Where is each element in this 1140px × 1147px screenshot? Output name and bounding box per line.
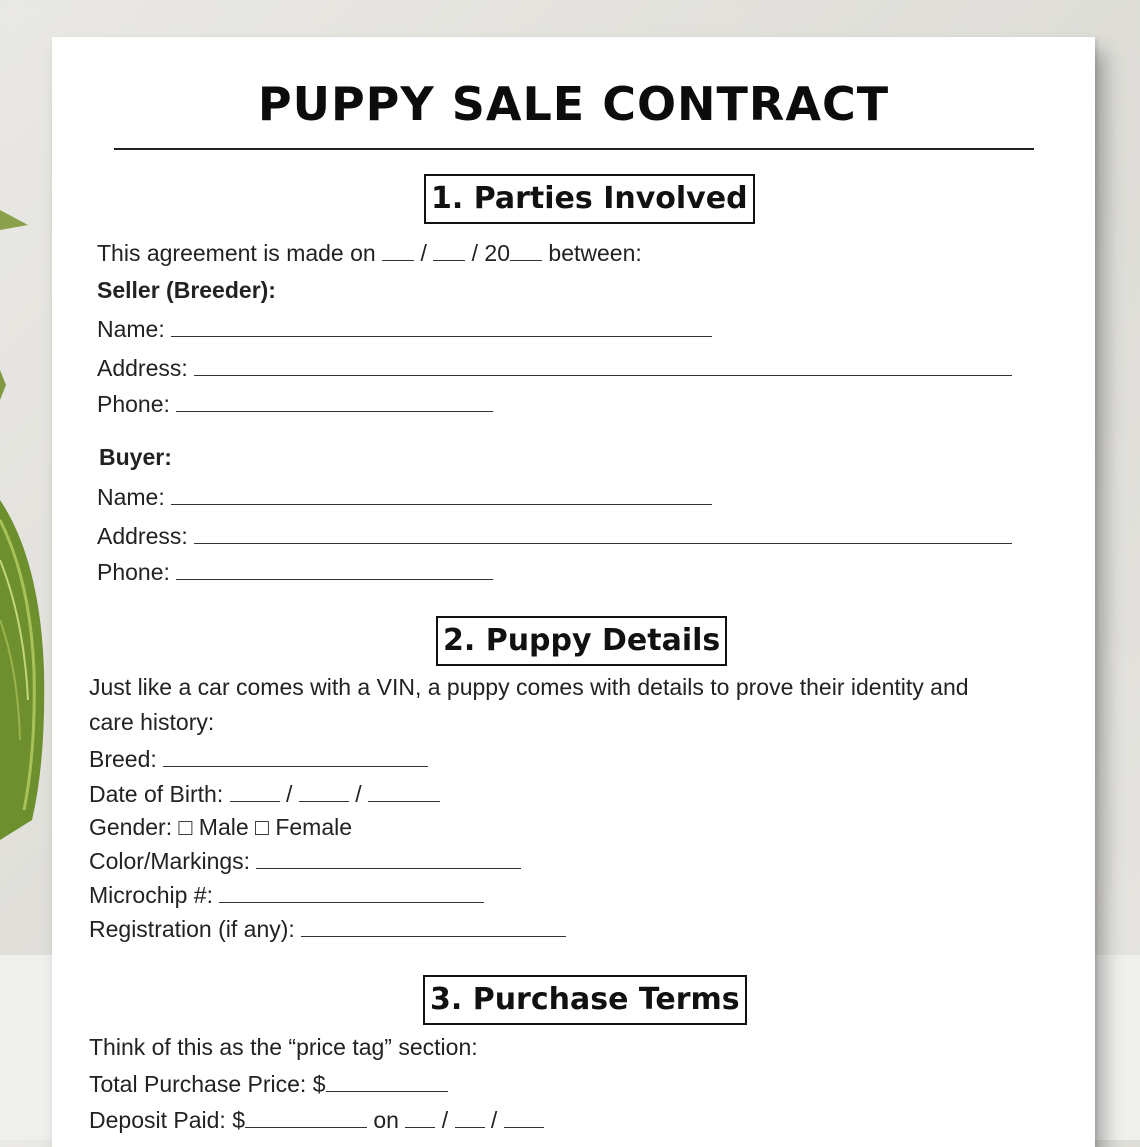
- section2-heading: 2. Puppy Details: [436, 616, 727, 666]
- buyer-phone-label: Phone:: [97, 559, 170, 585]
- breed-line: [89, 744, 428, 773]
- registration-label: Registration (if any):: [89, 916, 295, 942]
- seller-address-line: [97, 353, 1012, 382]
- deposit-on-text: on: [373, 1107, 399, 1133]
- microchip-label: Microchip #:: [89, 882, 213, 908]
- seller-name-line: [97, 314, 712, 343]
- puppy-intro-line2: care history:: [89, 709, 215, 735]
- gender-label: Gender:: [89, 814, 173, 840]
- deposit-amount-field[interactable]: [245, 1105, 367, 1128]
- date-separator: /: [420, 240, 427, 266]
- puppy-intro-line1: Just like a car comes with a VIN, a puppy comes with details to prove their identity and: [89, 674, 969, 700]
- dob-year-field[interactable]: [368, 779, 440, 802]
- seller-phone-label: Phone:: [97, 391, 170, 417]
- agreement-month-field[interactable]: [382, 238, 414, 261]
- buyer-phone-line: [97, 557, 493, 586]
- seller-phone-line: [97, 389, 493, 418]
- deposit-label: Deposit Paid: $: [89, 1107, 245, 1133]
- seller-name-field[interactable]: [171, 314, 712, 337]
- agreement-between-text: between:: [548, 240, 642, 266]
- agreement-date-line: [97, 238, 642, 267]
- color-label: Color/Markings:: [89, 848, 251, 874]
- buyer-address-label: Address:: [97, 523, 188, 549]
- deposit-separator-2: /: [490, 1107, 498, 1133]
- title-divider: [114, 148, 1034, 150]
- dob-line: [89, 779, 440, 808]
- color-field[interactable]: [256, 846, 521, 869]
- seller-address-label: Address:: [97, 355, 188, 381]
- seller-address-field[interactable]: [194, 353, 1012, 376]
- dob-label: Date of Birth:: [89, 781, 224, 807]
- deposit-separator-1: /: [441, 1107, 449, 1133]
- buyer-name-line: [97, 482, 712, 511]
- deposit-year-field[interactable]: [504, 1105, 544, 1128]
- dob-separator-2: /: [355, 781, 362, 807]
- deposit-month-field[interactable]: [405, 1105, 435, 1128]
- buyer-label: Buyer:: [99, 444, 172, 470]
- dob-day-field[interactable]: [299, 779, 349, 802]
- deposit-line: [89, 1105, 544, 1134]
- breed-label: Breed:: [89, 746, 157, 772]
- microchip-field[interactable]: [219, 880, 484, 903]
- deposit-day-field[interactable]: [455, 1105, 485, 1128]
- total-price-field[interactable]: [326, 1069, 448, 1092]
- dob-separator-1: /: [286, 781, 293, 807]
- section3-heading: 3. Purchase Terms: [423, 975, 747, 1025]
- seller-name-label: Name:: [97, 316, 165, 342]
- breed-field[interactable]: [163, 744, 428, 767]
- buyer-name-label: Name:: [97, 484, 165, 510]
- buyer-address-field[interactable]: [194, 521, 1012, 544]
- color-line: [89, 846, 521, 875]
- buyer-address-line: [97, 521, 1012, 550]
- total-price-label: Total Purchase Price: $: [89, 1071, 326, 1097]
- agreement-day-field[interactable]: [433, 238, 465, 261]
- buyer-name-field[interactable]: [171, 482, 712, 505]
- date-year-prefix: / 20: [471, 240, 511, 266]
- dob-month-field[interactable]: [230, 779, 280, 802]
- agreement-year-field[interactable]: [510, 238, 542, 261]
- section1-heading: 1. Parties Involved: [424, 174, 755, 224]
- buyer-phone-field[interactable]: [176, 557, 493, 580]
- gender-female-checkbox[interactable]: □ Female: [255, 814, 353, 840]
- seller-phone-field[interactable]: [176, 389, 493, 412]
- registration-field[interactable]: [301, 914, 566, 937]
- microchip-line: [89, 880, 484, 909]
- purchase-intro: Think of this as the “price tag” section:: [89, 1034, 478, 1060]
- document-title: PUPPY SALE CONTRACT: [257, 77, 890, 131]
- gender-male-checkbox[interactable]: □ Male: [178, 814, 249, 840]
- registration-line: [89, 914, 566, 943]
- gender-line: [89, 813, 352, 841]
- seller-label: Seller (Breeder):: [97, 277, 276, 303]
- contract-sheet: [52, 37, 1095, 1147]
- total-price-line: [89, 1069, 448, 1098]
- agreement-intro-text: This agreement is made on: [97, 240, 376, 266]
